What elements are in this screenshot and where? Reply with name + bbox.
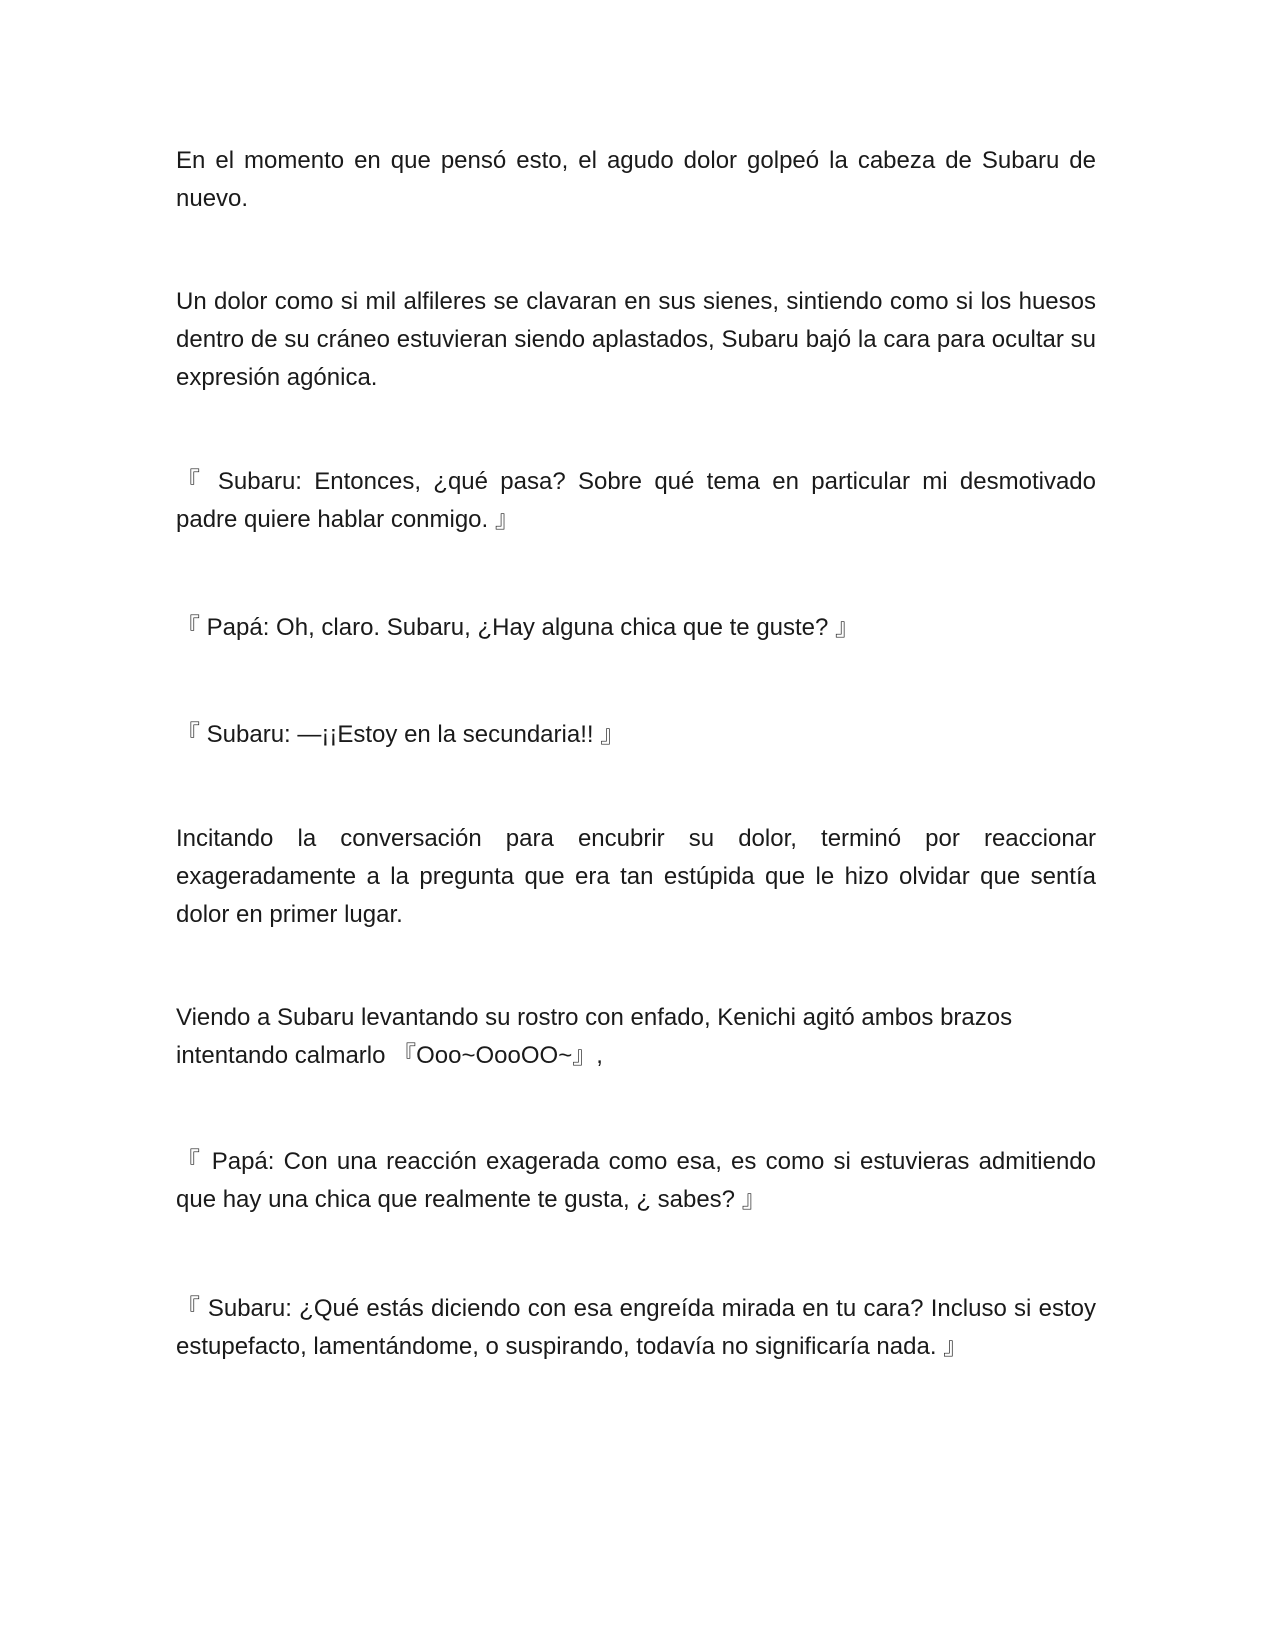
paragraph-3: Incitando la conversación para encubrir su dolor, terminó por reaccionar exageradamente a la pregunta que era tan estúpida que le hizo olvidar que sentía dolor en primer lugar. [176,825,1096,928]
paragraph-4: Viendo a Subaru levantando su rostro con enfado, Kenichi agitó ambos brazos intentando calmarlo 『Ooo~OooOO~』, [176,1004,1013,1069]
dialogue-subaru-3: 『 Subaru: ¿Qué estás diciendo con esa engreída mirada en tu cara? Incluso si estoy estupefacto, lamentándome, o suspirando, todavía no significaría nada. 』 [176,1295,1096,1360]
dialogue-papa-2: 『 Papá: Con una reacción exagerada como esa, es como si estuvieras admitiendo que hay una chica que realmente te gusta, ¿ sabes? 』 [176,1148,1096,1213]
dialogue-subaru-2: 『 Subaru: —¡¡Estoy en la secundaria!! 』 [176,721,625,748]
paragraph-2: Un dolor como si mil alfileres se clavaran en sus sienes, sintiendo como si los huesos dentro de su cráneo estuvieran siendo aplastados, Subaru bajó la cara para ocultar su expresión agónica. [176,288,1096,391]
dialogue-subaru-1: 『 Subaru: Entonces, ¿qué pasa? Sobre qué tema en particular mi desmotivado padre quiere hablar conmigo. 』 [176,468,1096,533]
dialogue-papa-1: 『 Papá: Oh, claro. Subaru, ¿Hay alguna chica que te guste? 』 [176,614,860,641]
paragraph-1: En el momento en que pensó esto, el agudo dolor golpeó la cabeza de Subaru de nuevo. [176,147,1096,212]
